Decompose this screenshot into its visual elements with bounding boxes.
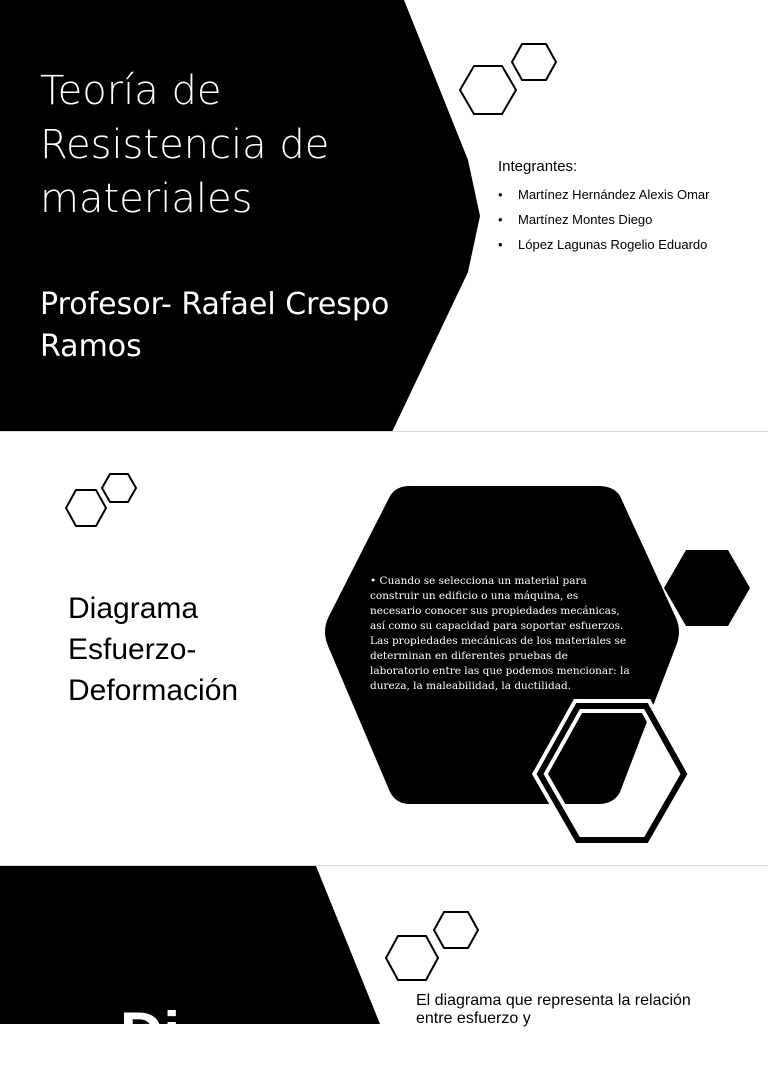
section-title: Diagrama Esfuerzo-Deformación <box>68 592 239 707</box>
member-item: • Martínez Hernández Alexis Omar <box>498 186 748 203</box>
slide-1 <box>0 0 768 432</box>
member-item: • Martínez Montes Diego <box>498 211 748 228</box>
hexagon-pair-icon <box>382 906 488 986</box>
section-title-partial: Di <box>120 1000 180 1067</box>
slide-2 <box>0 432 768 866</box>
properties-paragraph: • Cuando se selecciona un material para construir un edificio o una máquina, es necesario conocer sus propiedades mecánicas, así como su capacidad para soportar esfuerzos. Las propiedades mecánicas de los materiales se determinan en diferentes pruebas de laboratorio entre las que podemos mencionar: la dureza, la maleabilidad, la ductilidad. <box>370 575 630 692</box>
presentation-title: Teoría de Resistencia de materiales <box>40 68 330 222</box>
members-heading: Integrantes: <box>498 158 578 175</box>
members-list <box>498 186 748 261</box>
properties-text: Cuando se selecciona un material para construir un edificio o una máquina, es necesario conocer sus propiedades mecánicas, así como su capacidad para soportar esfuerzos. Las propiedades mecánicas de los materiales se determinan en diferentes pruebas de laboratorio entre las que podemos mencionar: la dureza, la maleabilidad, la ductilidad. <box>370 575 630 692</box>
professor-name: Profesor- Rafael Crespo Ramos <box>40 287 390 364</box>
member-item: • López Lagunas Rogelio Eduardo <box>498 236 748 253</box>
slide-3 <box>0 866 768 1067</box>
diagram-paragraph: El diagrama que representa la relación entre esfuerzo y <box>416 992 691 1027</box>
hexagon-pair-icon <box>456 40 562 120</box>
